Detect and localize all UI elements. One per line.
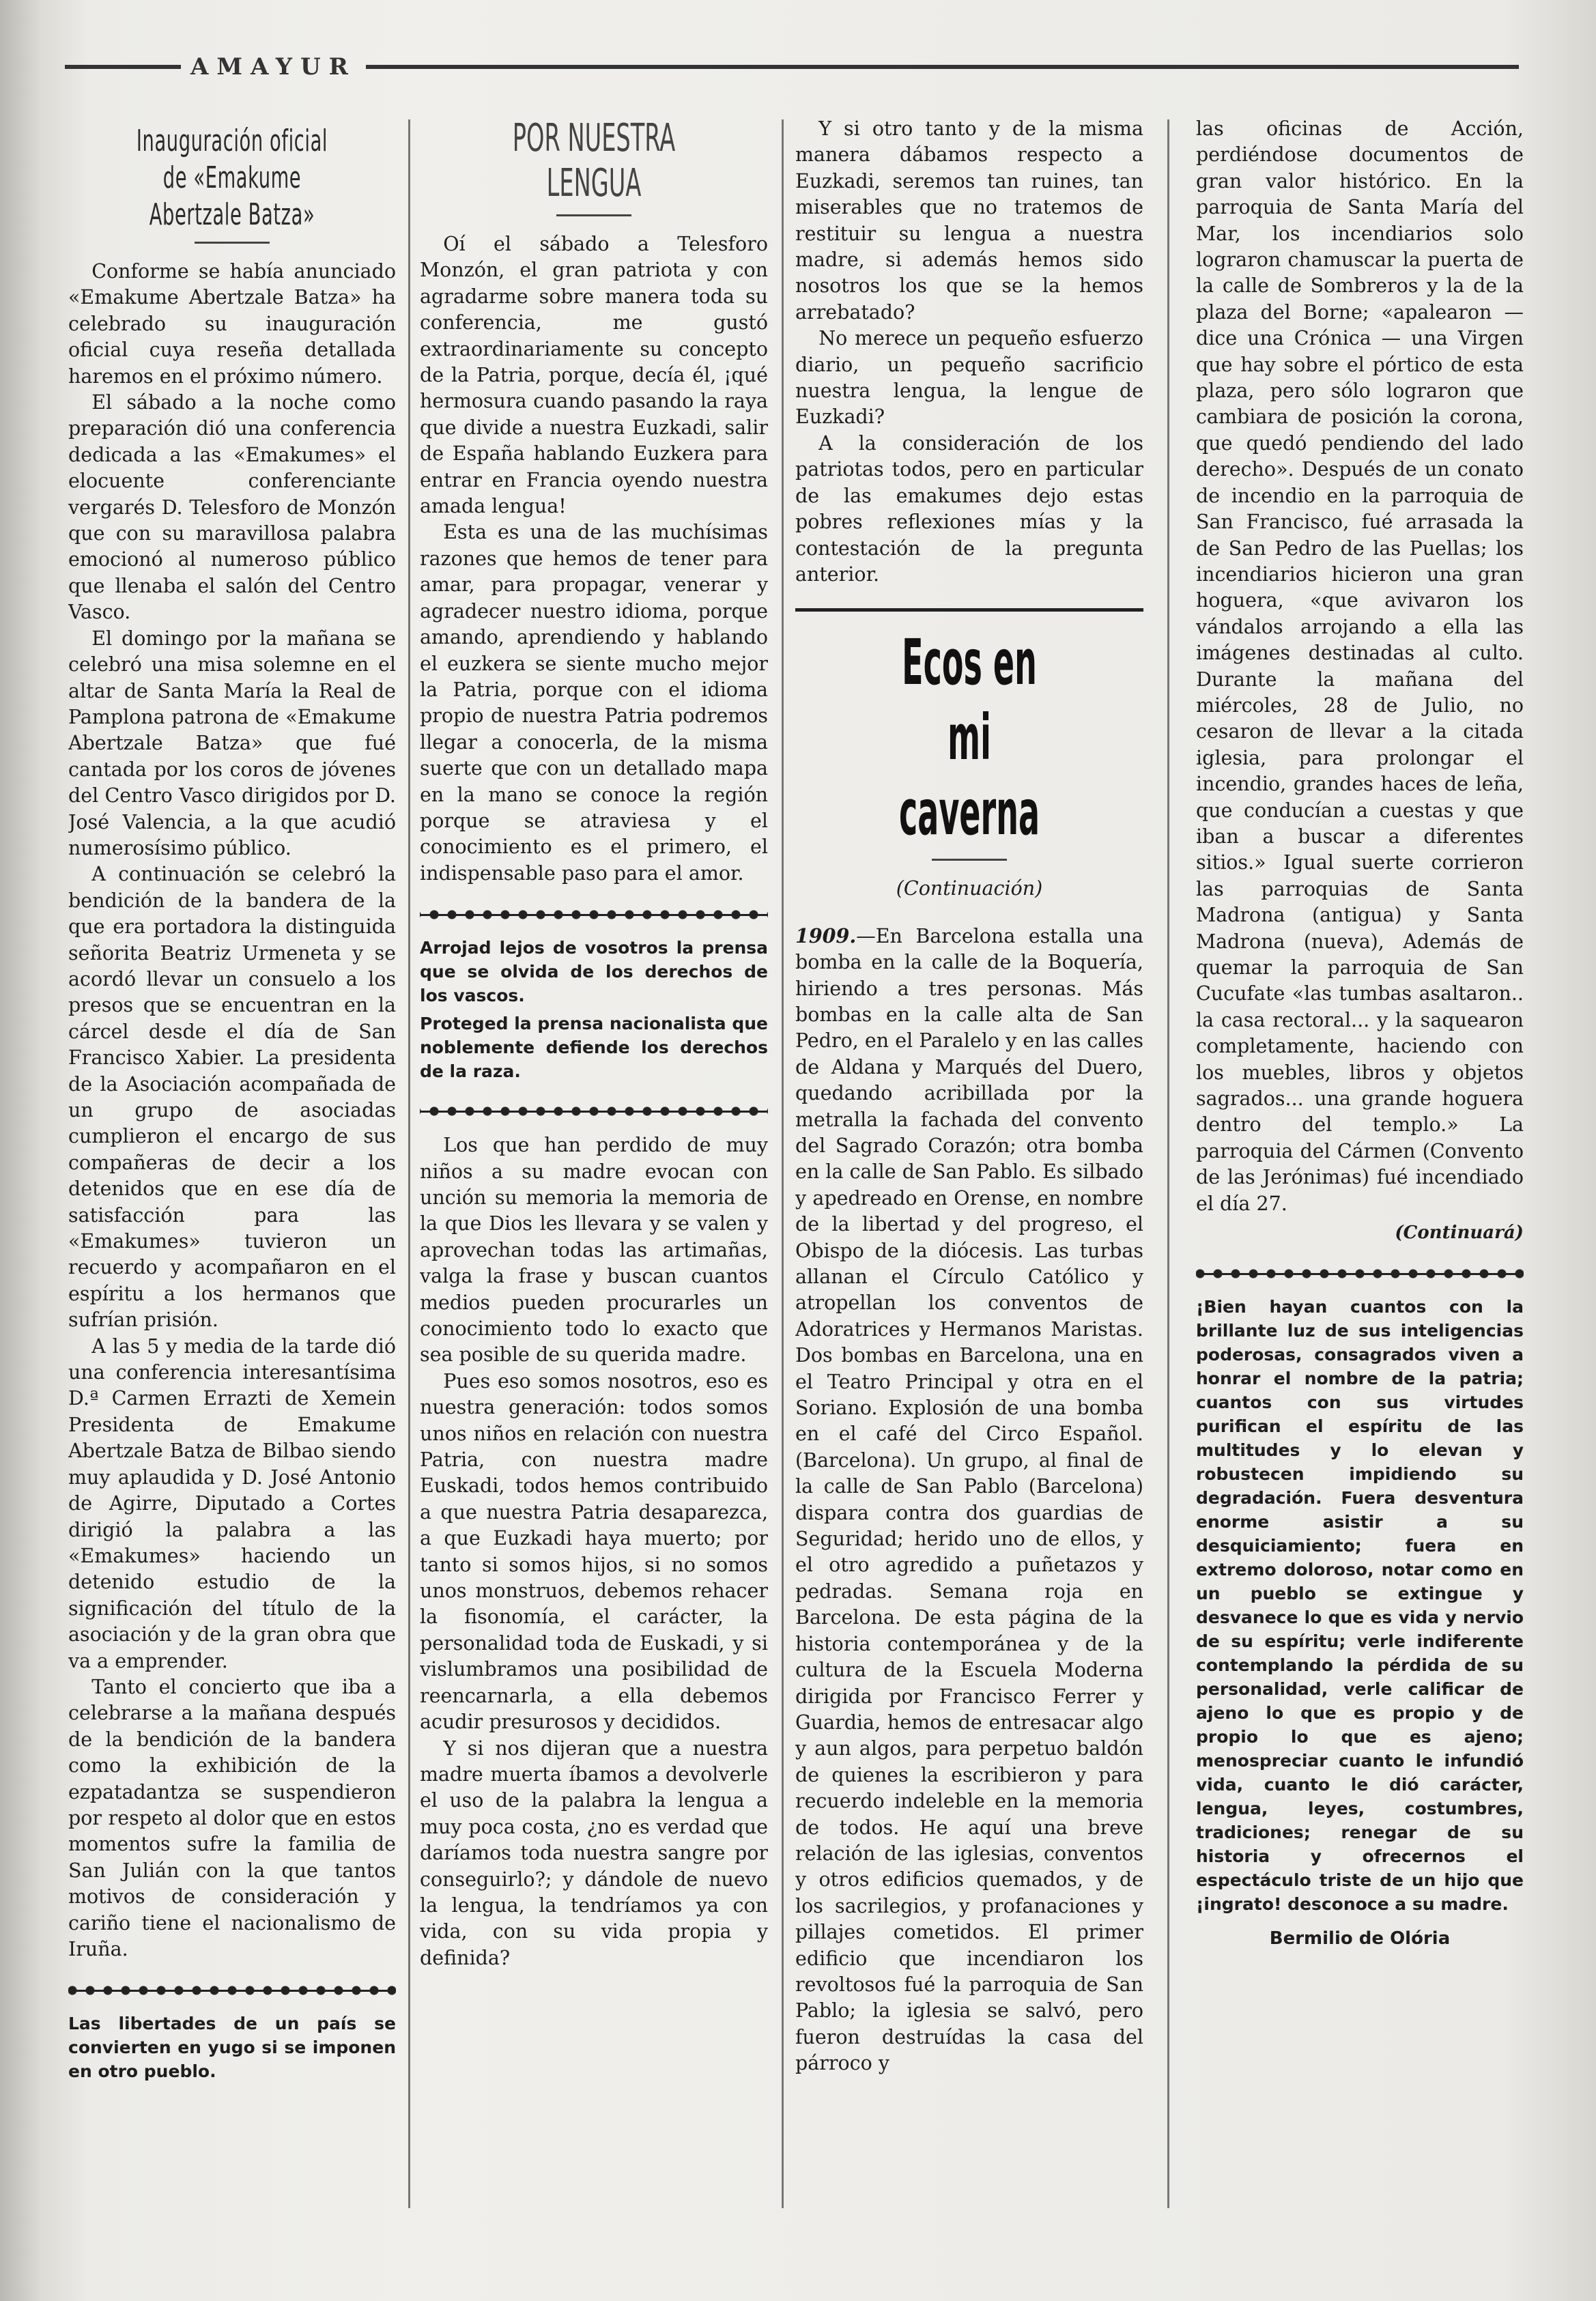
paragraph: Los que han perdido de muy niños a su madre evocan con unción su memoria la memoria de la que Dios les llevara y se valen y aprovechan todas las artimañas, valga la frase y buscan cuantos medios pueden procurarles un conocimiento todo lo exacto que sea posible de su querida madre. (420, 1134, 768, 1367)
heading-rule (195, 242, 270, 244)
article-heading-lengua: POR NUESTRA LENGUA (512, 116, 676, 205)
continued-label: (Continuará) (1395, 1223, 1524, 1244)
paragraph: A las 5 y media de la tarde dió una conferencia interesantísima D.ª Carmen Errazti de Xemein Presidenta de Emakume Abertzale Batza de Bilbao siendo muy aplaudida y D. José Antonio de Agirre, Diputado a Cortes dirigió la palabra a las «Emakumes» haciendo un detenido estudio de la significación del título de la asociación y de la gran obra que va a emprender. (68, 1334, 396, 1672)
bold-box-line: Arrojad lejos de vosotros la prensa que se olvida de los derechos de los vascos. (420, 938, 768, 1006)
column-1 (68, 116, 396, 2205)
ecos-body-continued: las oficinas de Acción, perdiéndose documentos de gran valor histórico. En la parroquia de Santa María del Mar, los incendiarios solo lograron chamuscar la puerta de la calle de Sombreros y la de la plaza del Borne; «apalearon — dice una Crónica — una Virgen que hay sobre el pórtico de esta plaza, pero sólo lograron que cambiara de posición la corona, que quedó pendiendo del lado derecho». Después de un conato de incendio en la parroquia de San Francisco, fué arrasada la de San Pedro de las Puellas; los incendiarios hicieron una gran hoguera, «que avivaron los vándalos arrojando a ella las imágenes destinadas al culto. Durante la mañana del miércoles, 28 de Julio, no cesaron de llevar a la citada iglesia, para prolongar el incendio, grandes haces de leña, que conducían a cuestas y que iban a buscar a diferentes sitios.» Igual suerte corrieron las parroquias de Santa Madrona (antigua) y Santa Madrona (nueva), Además de quemar la parroquia de San Cucufate «las tumbas asaltaron.. la casa rectoral... y la saquearon completamente, haciendo con los muebles, libros y objetos sagrados... una grande hoguera dentro del templo.» La parroquia del Cármen (Convento de las Jerónimas) fué incendiado el día 27. (1196, 117, 1524, 1215)
heading-rule (556, 214, 631, 216)
paragraph: A continuación se celebró la bendición de la bandera de la que era portadora la distinguida señorita Beatriz Urmeneta y se acordó llevar un consuelo a los presos que se encuentran en la cárcel desde el día de San Francisco Xabier. La presidenta de la Asociación acompañada de un grupo de asociadas cumplieron el encargo de sus compañeras de decir a los detenidos que en ese día de satisfacción para las «Emakumes» tuvieron un recuerdo y acompañaron en el espíritu a los hermanos que sufrían prisión. (68, 863, 396, 1332)
masthead-rule-left (65, 65, 181, 69)
ornament-divider (68, 1983, 396, 1998)
bold-quote: ¡Bien hayan cuantos con la brillante luz de sus inteligencias poderosas, consagrados viven a honrar el nombre de la patria; cuantos con sus virtudes purifican el espíritu de las multitudes y lo elevan y robustecen impidiendo su degradación. Fuera desventura enorme asistir a su desquiciamiento; fuera en extremo doloroso, notar como en un pueblo se extingue y desvanece lo que es vida y nervio de su espíritu; verle indiferente contemplando la pérdida de su personalidad, verle calificar de ajeno lo que es propio y de propio lo que es ajeno; menospreciar cuanto le infundió vida, cuanto le dió carácter, lengua, leyes, costumbres, tradiciones; renegar de su historia y ofrecernos el espectáculo triste de un hijo que ¡ingrato! desconoce a su madre. (1196, 1297, 1524, 1915)
article-heading-inauguracion: Inauguración oficial de «Emakume Abertzale Batza» (136, 124, 328, 232)
continuation-label: (Continuación) (896, 877, 1043, 900)
ornament-divider (420, 1104, 768, 1119)
ornament-divider (1196, 1266, 1524, 1281)
bold-note: Las libertades de un país se convierten en yugo si se imponen en otro pueblo. (68, 2014, 396, 2082)
column-divider (408, 119, 410, 2208)
column-2 (420, 116, 768, 2205)
paragraph: Y si otro tanto y de la misma manera dábamos respecto a Euzkadi, seremos tan ruines, tan miserables que no tratemos de restituir su lengua a nuestra madre, si además hemos sido nosotros los que se la hemos arrebatado? (795, 117, 1143, 324)
paragraph: Esta es una de las muchísimas razones que hemos de tener para amar, para propagar, venerar y agradecer nuestro idioma, porque amando, aprendiendo y hablando el euzkera se siente mucho mejor la Patria, porque con el idioma propio de nuestra Patria podremos llegar a conocerla, de la misma suerte que con un detallado mapa en la mano se conoce la región porque se atraviesa y el conocimiento es el primero, el indispensable paso para el amor. (420, 521, 768, 885)
ornament-divider (420, 907, 768, 922)
masthead-title: AMAYUR (190, 53, 356, 81)
signature: Bermilio de Olória (1269, 1928, 1451, 1949)
section-rule (795, 608, 1143, 612)
column-4 (1196, 116, 1524, 2205)
heading-rule (932, 859, 1007, 861)
ecos-body (795, 923, 1143, 2077)
masthead (65, 53, 1519, 81)
paragraph: El sábado a la noche como preparación dió una conferencia dedicada a las «Emakumes» el elocuente conferenciante vergarés D. Telesforo de Monzón que con su maravillosa palabra emocionó al numeroso público que llenaba el salón del Centro Vasco. (68, 391, 396, 624)
column-divider (782, 119, 784, 2208)
column-3 (795, 116, 1143, 2205)
paragraph: Oí el sábado a Telesforo Monzón, el gran patriota y con agradarme sobre manera toda su conferencia, me gustó extraordinariamente su concepto de la Patria, porque, decía él, ¡qué hermosura cuando pasando la raya que divide a nuestra Euzkadi, salir de España hablando Euzkera para entrar en Francia oyendo nuestra amada lengua! (420, 233, 768, 518)
bold-box-line: Proteged la prensa nacionalista que noblemente defiende los derechos de la raza. (420, 1014, 768, 1082)
masthead-rule-right (366, 65, 1519, 69)
paragraph: El domingo por la mañana se celebró una misa solemne en el altar de Santa María la Real de Pamplona patrona de «Emakume Abertzale Batza» que fué cantada por los coros de jóvenes del Centro Vasco dirigidos por D. José Valencia, a la que acudió numerosísimo público. (68, 627, 396, 859)
paragraph: No merece un pequeño esfuerzo diario, un pequeño sacrificio nuestra lengua, la lengue de Euzkadi? (795, 327, 1143, 429)
paragraph: Conforme se había anunciado «Emakume Abertzale Batza» ha celebrado su inauguración oficial cuya reseña detallada haremos en el próximo número. (68, 260, 396, 388)
paragraph: A la consideración de los patriotas todos, pero en particular de las emakumes dejo estas pobres reflexiones mías y la contestación de la pregunta anterior. (795, 431, 1143, 586)
year-label: 1909. (795, 924, 857, 947)
column-divider (1167, 119, 1169, 2208)
ecos-body-text: —En Barcelona estalla una bomba en la calle de la Boquería, hiriendo a tres personas. Más bombas en la calle alta de San Pedro, en el Paralelo y en las calles de Aldana y Marqués del Duero, quedando acribillada por la metralla la fachada del convento del Sagrado Corazón; otra bomba en la calle de San Pablo. Es silbado y apedreado en Orense, en nombre de la libertad y del progreso, el Obispo de la diócesis. Las turbas allanan el Círculo Católico y atropellan los conventos de Adoratrices y Hermanos Maristas. Dos bombas en Barcelona, una en el Teatro Principal y otra en el Soriano. Explosión de una bomba en el café del Circo Español. (Barcelona). Un grupo, al final de la calle de San Pablo (Barcelona) dispara contra dos guardias de Seguridad; herido uno de ellos, y el otro agredido a puñetazos y pedradas. Semana roja en Barcelona. De esta página de la historia contemporánea y de la cultura de la Escuela Moderna dirigida por Francisco Ferrer y Guardia, hemos de entresacar algo y aun algos, para perpetuo baldón de quienes la escribieron y para recuerdo indeleble en la memoria de todos. He aquí una breve relación de las iglesias, conventos y otros edificios quemados, y de los sacrilegios, y profanaciones y pillajes cometidos. El primer edificio que incendiaron los revoltosos fué la parroquia de San Pablo; la iglesia se salvó, pero fueron destruídas la casa del párroco y (795, 924, 1143, 2075)
paragraph: Tanto el concierto que iba a celebrarse a la mañana después de la bendición de la bandera como la exhibición de la ezpatadantza se suspendieron por respeto al dolor que en estos momentos sufre la familia de San Julián con la que tantos motivos de consideración y cariño tiene el nacionalismo de Iruña. (68, 1675, 396, 1960)
paragraph: Y si nos dijeran que a nuestra madre muerta íbamos a devolverle el uso de la palabra la lengua a muy poca costa, ¿no es verdad que daríamos toda nuestra sangre por conseguirlo?; y dándole de nuevo la lengua, la tendríamos ya con vida, con su vida propia y definida? (420, 1737, 768, 1969)
paragraph: Pues eso somos nosotros, eso es nuestra generación: todos somos unos niños en relación con nuestra Patria, con nuestra madre Euskadi, todos hemos contribuido a que nuestra Patria desaparezca, a que Euzkadi haya muerto; por tanto si somos hijos, si no somos unos monstruos, debemos rehacer la fisonomía, el carácter, la personalidad toda de Euskadi, y si vislumbramos una posibilidad de reencarnarla, a ella debemos acudir presurosos y decididos. (420, 1369, 768, 1734)
ecos-title: Ecos en mi caverna (899, 626, 1040, 850)
